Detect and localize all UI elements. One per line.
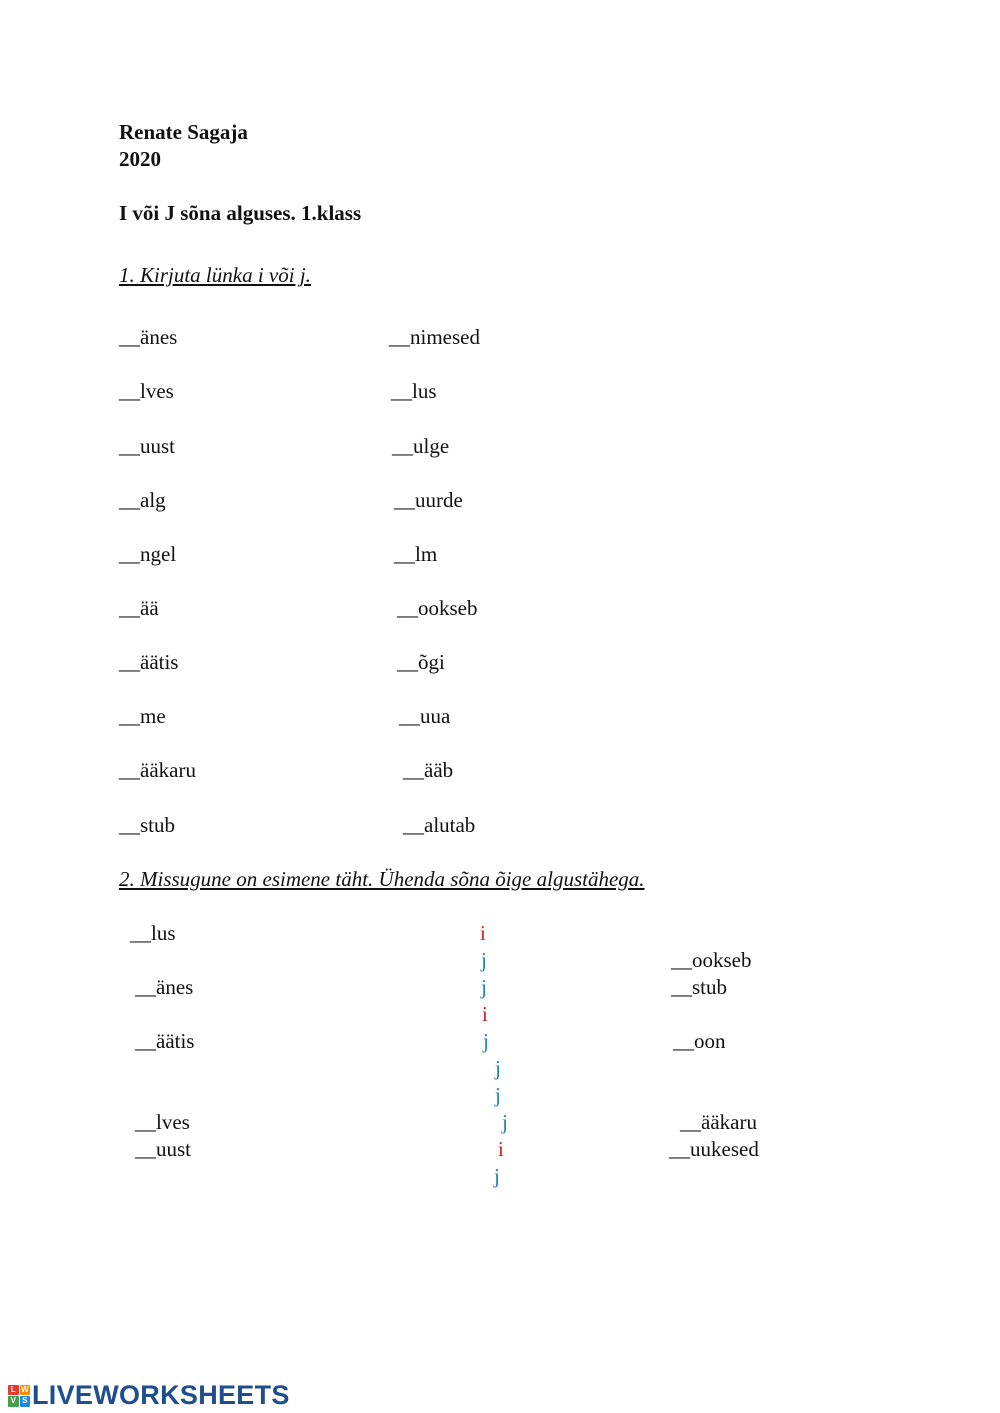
ex2-right-word: __stub bbox=[671, 975, 728, 999]
letter-j: j bbox=[483, 1029, 489, 1053]
ex1-right-word: __lus bbox=[391, 379, 437, 403]
letter-i: i bbox=[480, 921, 486, 945]
author-name: Renate Sagaja bbox=[119, 120, 248, 144]
ex1-left-word: __äätis bbox=[119, 650, 179, 674]
liveworksheets-logo-text: LIVEWORKSHEETS bbox=[32, 1380, 290, 1410]
letter-j: j bbox=[481, 975, 487, 999]
worksheet-title: I või J sõna alguses. 1.klass bbox=[119, 201, 362, 225]
ex2-left-word: __lves bbox=[135, 1110, 190, 1134]
ex2-right-word: __ookseb bbox=[671, 948, 752, 972]
ex1-left-word: __änes bbox=[119, 325, 178, 349]
letter-j: j bbox=[494, 1164, 500, 1188]
ex1-left-word: __stub bbox=[119, 813, 176, 837]
ex1-right-word: __lm bbox=[394, 542, 438, 566]
ex1-left-word: __ää bbox=[119, 596, 159, 620]
ex1-right-word: __uurde bbox=[394, 488, 463, 512]
exercise1-heading: 1. Kirjuta lünka i või j. bbox=[119, 263, 311, 287]
year: 2020 bbox=[119, 147, 161, 171]
ex2-left-word: __äätis bbox=[135, 1029, 195, 1053]
ex1-right-word: __nimesed bbox=[389, 325, 480, 349]
ex1-left-word: __alg bbox=[119, 488, 166, 512]
ex1-left-word: __uust bbox=[119, 434, 176, 458]
letter-i: i bbox=[498, 1137, 504, 1161]
liveworksheets-logo bbox=[8, 1380, 290, 1411]
ex1-left-word: __ngel bbox=[119, 542, 177, 566]
ex2-right-word: __uukesed bbox=[669, 1137, 759, 1161]
ex1-right-word: __ääb bbox=[403, 758, 454, 782]
ex1-right-word: __õgi bbox=[397, 650, 445, 674]
ex1-right-word: __uua bbox=[399, 704, 451, 728]
ex2-left-word: __änes bbox=[135, 975, 194, 999]
exercise2-heading: 2. Missugune on esimene täht. Ühenda sõna õige algustähega. bbox=[119, 867, 645, 891]
liveworksheets-logo-icon: L W V S bbox=[8, 1385, 30, 1407]
ex1-left-word: __me bbox=[119, 704, 166, 728]
ex2-right-word: __ääkaru bbox=[680, 1110, 757, 1134]
ex2-left-word: __uust bbox=[135, 1137, 192, 1161]
letter-j: j bbox=[495, 1056, 501, 1080]
letter-j: j bbox=[481, 948, 487, 972]
ex1-left-word: __ääkaru bbox=[119, 758, 196, 782]
ex2-right-word: __oon bbox=[673, 1029, 726, 1053]
ex1-right-word: __alutab bbox=[403, 813, 476, 837]
ex1-right-word: __ookseb bbox=[397, 596, 478, 620]
ex1-left-word: __lves bbox=[119, 379, 174, 403]
ex2-left-word: __lus bbox=[130, 921, 176, 945]
letter-i: i bbox=[482, 1002, 488, 1026]
letter-j: j bbox=[502, 1110, 508, 1134]
letter-j: j bbox=[495, 1083, 501, 1107]
ex1-right-word: __ulge bbox=[392, 434, 450, 458]
